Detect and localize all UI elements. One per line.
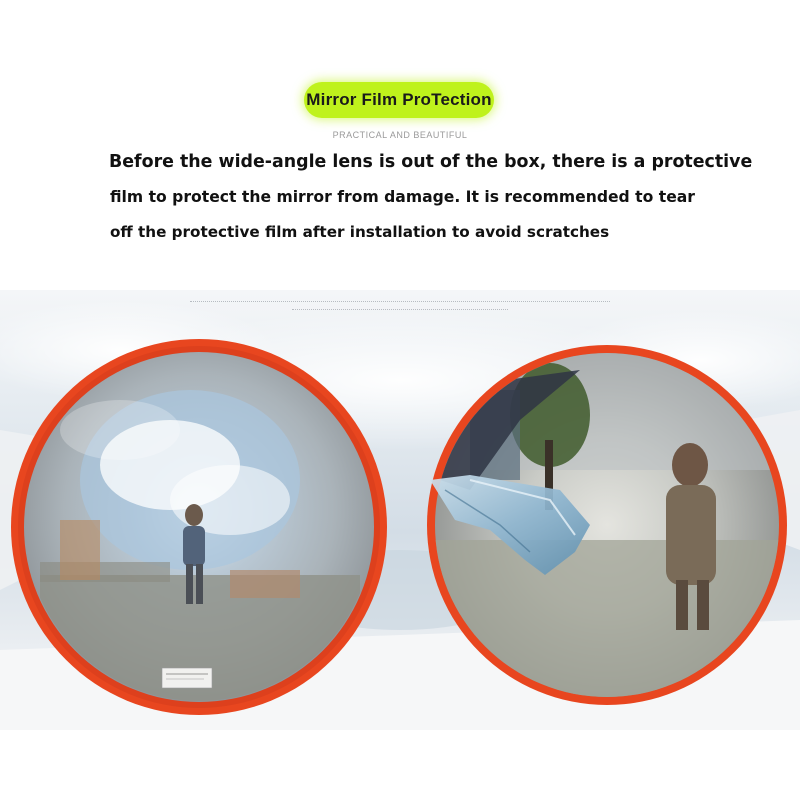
decorative-dotted-line (190, 301, 610, 302)
decorative-dotted-line (292, 309, 508, 310)
product-label (162, 668, 212, 688)
description-line-3: off the protective film after installation to avoid scratches (110, 223, 610, 241)
mirror-scene-illustration (0, 290, 800, 730)
description-line-2: film to protect the mirror from damage. It is recommended to tear (110, 188, 695, 206)
bottom-whitespace (0, 730, 800, 800)
description-line-1: Before the wide-angle lens is out of the box, there is a protective (109, 152, 753, 172)
left-convex-mirror (11, 339, 387, 715)
header-area (0, 0, 800, 290)
product-photo (0, 290, 800, 730)
section-title: Mirror Film ProTection (306, 90, 492, 109)
section-subtitle: PRACTICAL AND BEAUTIFUL (332, 130, 468, 140)
section-title-badge (304, 82, 494, 118)
